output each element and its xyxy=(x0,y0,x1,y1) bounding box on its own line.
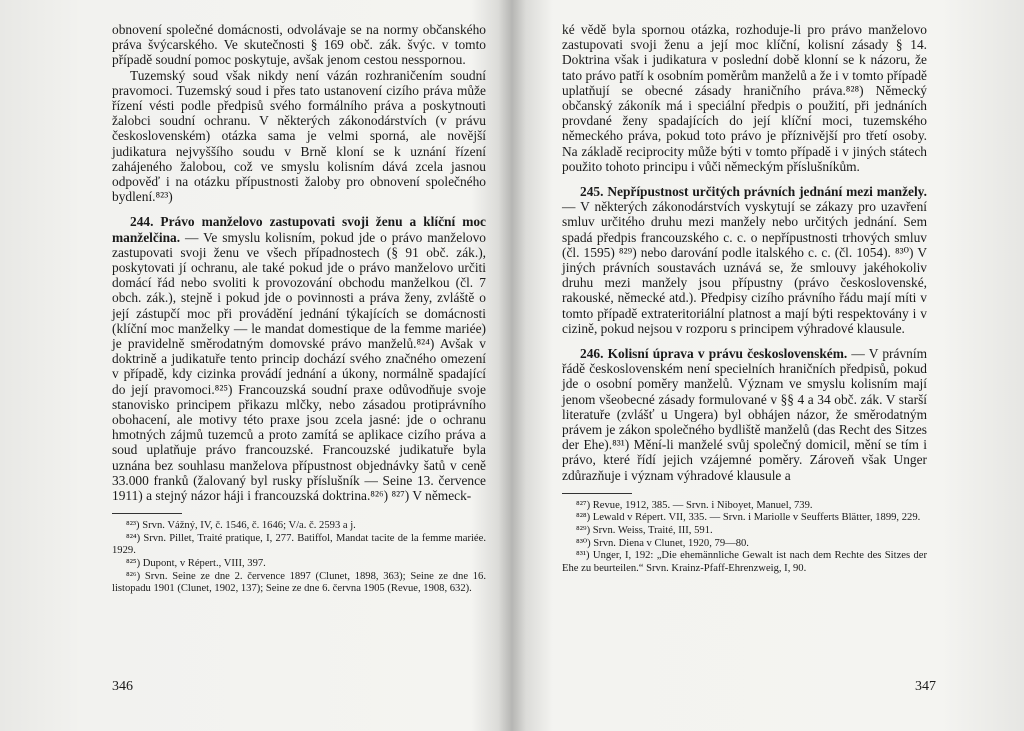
section-heading: 246. Kolisní úprava v právu československém. xyxy=(580,346,848,362)
footnote: ⁸²⁴) Srvn. Pillet, Traité pratique, I, 277. Batiffol, Mandat tacite de la femme mariée. 1929. xyxy=(112,532,486,557)
page-number: 347 xyxy=(915,679,936,694)
section-245 xyxy=(562,184,927,336)
paragraph: ké vědě byla spornou otázka, rozhoduje-li pro právo manželovo zastupovati svoji ženu a její moc klíční, kolisní zásady § 14. Doktrina však i judikatura v poslední době klonní se k názoru, že tato právo patří k osobním poměrům manželů a že i v tomto případě uplatňují se obecné zásady hraničního práva.⁸²⁸) Německý občanský zákoník má i speciální předpis o použití, při jednáních provdané ženy spadajících do její klíční moci, tuzemského německého práva, pokud toto právo je příznivější pro třetí osoby. Na základě reciprocity může býti v tomto případě i v jiných státech použito tohoto principu i vůči německým příslušníkům. xyxy=(562,22,927,174)
footnote: ⁸²⁶) Srvn. Seine ze dne 2. července 1897 (Clunet, 1898, 363); Seine ze dne 16. listopadu 1901 (Clunet, 1902, 137); Seine ze dne 6. června 1905 (Revue, 1908, 632). xyxy=(112,570,486,595)
right-text-column xyxy=(562,22,927,575)
section-text: — V některých zákonodárstvích vyskytují se zákazy pro uzavření smluv určitého druhu mezi manžely nebo určitých jednání. Sem spadá předpis francouzského c. c. o nepřípustnosti trhových smluv (čl. 1595) ⁸²⁹) nebo darování podle italského c. c. (čl. 1054). ⁸³⁰) V jiných právních soustavách uznává se, že smlouvy jakéhokoliv druhu mezi manžely jsou přípustny (právo československé, rakouské, německé atd.). Předpisy cizího právního řádu mají míti v tomto případě extrateritoriální platnost a mají býti respektovány i v cizině, pokud nejsou v rozporu s principem výhradové klausule. xyxy=(562,199,927,336)
footnote: ⁸²⁹) Srvn. Weiss, Traité, III, 591. xyxy=(576,525,713,537)
footnote: ⁸³⁰) Srvn. Diena v Clunet, 1920, 79—80. xyxy=(576,537,749,549)
footnote: ⁸²³) Srvn. Vážný, IV, č. 1546, č. 1646; V/a. č. 2593 a j. xyxy=(126,520,356,532)
section-246 xyxy=(562,346,927,483)
footnote: ⁸²⁸) Lewald v Répert. VII, 335. — Srvn. i Mariolle v Seufferts Blätter, 1899, 229. xyxy=(576,512,921,524)
footnote-divider xyxy=(562,493,632,494)
left-text-column xyxy=(112,22,486,596)
footnote: ⁸³¹) Unger, I, 192: „Die ehemännliche Gewalt ist nach dem Rechte des Sitzes der Ehe zu beurteilen.“ Srvn. Krainz-Pfaff-Ehrenzweig, I, 90. xyxy=(562,550,927,574)
footnote-divider xyxy=(112,513,182,514)
section-heading: 244. Právo manželovo zastupovati svoji ženu a klíční moc manželčina. xyxy=(112,214,486,245)
right-page xyxy=(512,0,1024,731)
page-number: 346 xyxy=(112,679,133,694)
section-text: — Ve smyslu kolisním, pokud jde o právo manželovo zastupovati svoji ženu ve všech případnostech (§ 91 obč. zák.), poskytovati jí ochranu, ale také pokud jde o právo manželovo určiti domácí řád nebo svoliti k provozování obchodu manželkou (čl. 7 obch. zák.), stejně i pokud jde o povinnosti a práva ženy, zvláště o její zástupčí moc při provádění jednání týkajících se domácnosti (klíční moc manželky — le mandat domestique de la femme mariée) je pravidelně směrodatným domovské právo manželů.⁸²⁴) Avšak v doktrině a judikatuře tento princip dochází svého značného omezení v případě, kdy cizinka provádí jednání a úkony, normálně spadající do její pravomoci.⁸²⁵) Francouzská soudní praxe odůvodňuje svoje stanovisko principem přikazu mlčky, nebo zásadou protiprávního obohacení, ale motivy této praxe jsou zcela jasné: jde o ochranu hmotných zájmů tuzemců a proto zamítá se aplikace cizího práva a soud uplatňuje právo francouzské. Francouzské judikatuře byla uznána bez souhlasu manželova přípustnost objednávky šatů v ceně 33.000 franků (žalovaný byl rusky příslušník — Seine 13. července 1911) a stejný názor háji i francouzská doktrina.⁸²⁶) ⁸²⁷) V německ- xyxy=(112,229,486,504)
section-text: — V právním řádě československém není specielních hraničních předpisů, pokud jde o osobní poměry manželů. Význam ve smyslu kolisním mají jenom všeobecné zásady formulované v §§ 4 a 34 obč. zák. V starší literatuře (zvlášť u Ungera) byl obhájen názor, že směrodatným právem je zákon společného bydliště manželů (das Recht des Sitzes der Ehe).⁸³¹) Mění-li manželé svůj společný domicil, mění se tím i právo, které řídí jejich vzájemné poměry. Zároveň však Unger zdůrazňuje i význam výhradové klausule a xyxy=(562,346,927,483)
paragraph: Tuzemský soud však nikdy není vázán rozhraničením soudní pravomoci. Tuzemský soud i přes tato ustanovení cizího práva může řízení vésti podle předpisů svého formálního práva a poskytnouti žalobci soudní ochranu. V některých zákonodárstvích (v právu československém) otázka sama je velmi sporná, ale novější judikatura nejvyššího soudu v Brně kloní se k uznání řízení zahájeného žalobou, což ve smyslu kolisním dává zcela jasnou odpověď i na otázku přípustnosti žaloby pro obnovení společného bydlení.⁸²³) xyxy=(112,67,486,205)
footnote: ⁸²⁵) Dupont, v Répert., VIII, 397. xyxy=(126,558,266,570)
footnote: ⁸²⁷) Revue, 1912, 385. — Srvn. i Niboyet, Manuel, 739. xyxy=(576,499,813,511)
paragraph: obnovení společné domácnosti, odvolávaje se na normy občanského práva švýcarského. Ve skutečnosti § 169 obč. zák. švýc. v tomto případě soudní pomoc poskytuje, avšak jenom cestou nesspornou. xyxy=(112,22,486,68)
section-heading: 245. Nepřípustnost určitých právních jednání mezi manžely. xyxy=(580,184,927,200)
section-244 xyxy=(112,214,486,503)
